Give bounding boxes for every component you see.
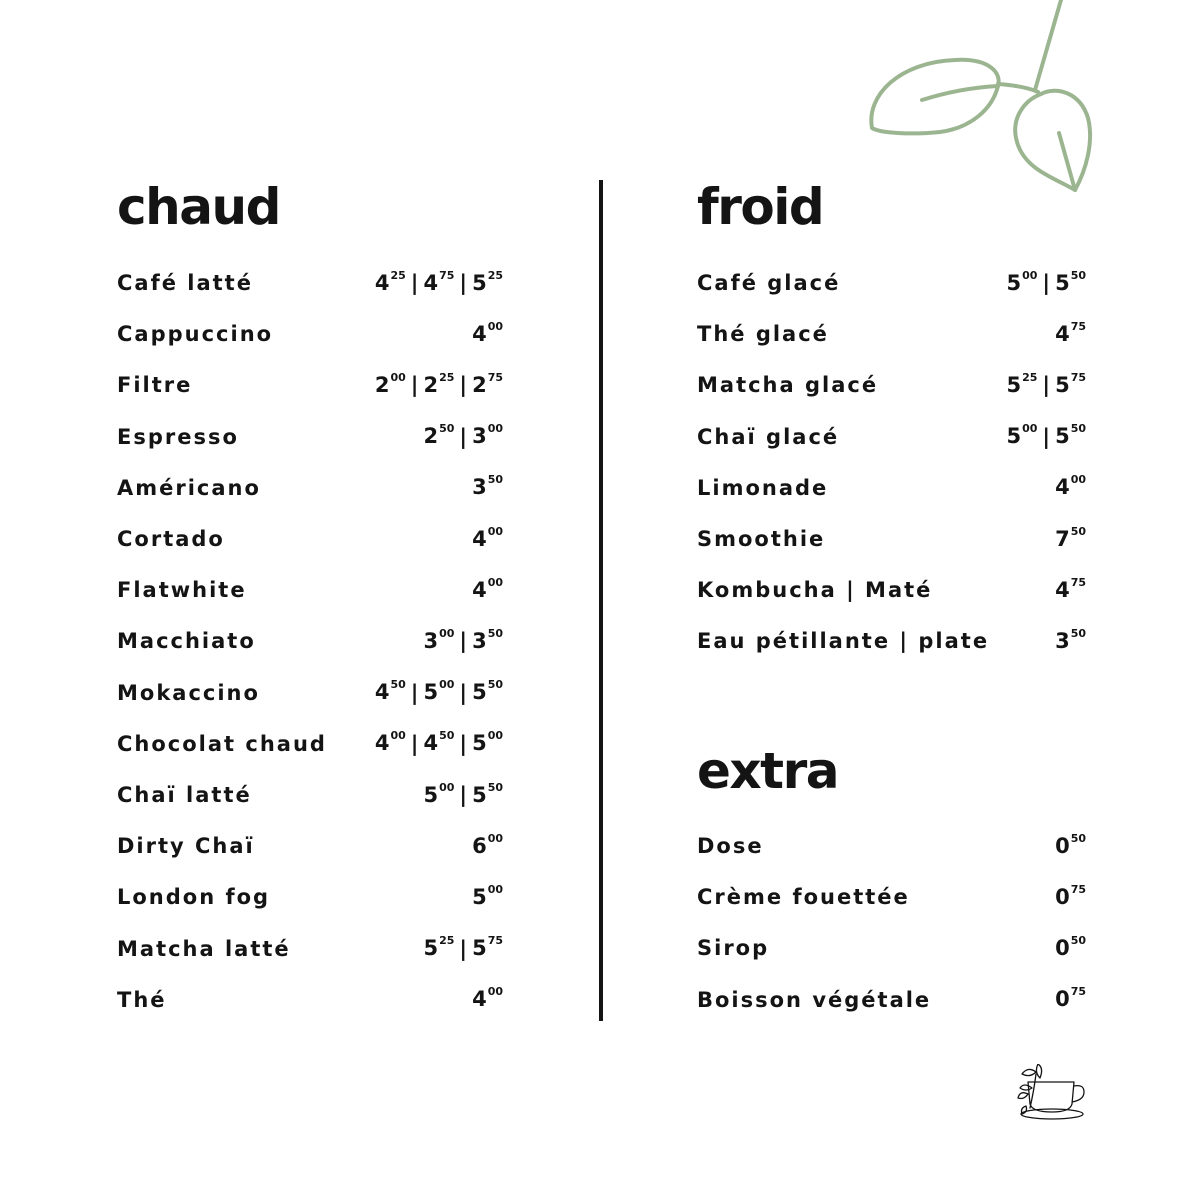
price-separator: |	[459, 424, 468, 449]
menu-item-name: Thé glacé	[697, 322, 829, 347]
menu-item-name: Américano	[117, 475, 261, 500]
menu-item-price	[423, 780, 503, 807]
menu-item-name: Chaï glacé	[697, 424, 840, 449]
price-value: 4 50	[423, 729, 455, 756]
price-value: 5 75	[1055, 370, 1086, 397]
price-value: 4 00	[472, 985, 503, 1012]
price-value: 2 75	[472, 370, 503, 397]
menu-item-name: Thé	[117, 987, 167, 1012]
menu-item	[697, 933, 1086, 963]
price-separator: |	[410, 373, 419, 398]
price-separator: |	[410, 271, 419, 295]
menu-item	[117, 473, 503, 503]
menu-item-name: Flatwhite	[117, 578, 247, 603]
price-value: 6 00	[472, 831, 503, 858]
menu-item	[117, 882, 503, 912]
price-value: 3 50	[472, 626, 503, 653]
price-value: 5 25	[472, 268, 503, 295]
menu-item-price	[472, 319, 503, 346]
price-value: 5 25	[423, 934, 455, 961]
menu-item	[117, 780, 503, 810]
menu-item-price	[423, 422, 503, 449]
section-title-chaud: chaud	[117, 178, 280, 236]
menu-item-name: Crème fouettée	[697, 885, 910, 910]
menu-item	[697, 985, 1086, 1015]
menu-item	[117, 370, 503, 400]
price-value: 0 50	[1055, 831, 1086, 858]
menu-item-name: Espresso	[117, 424, 239, 449]
menu-item	[117, 729, 503, 759]
menu-item-price	[1055, 524, 1086, 551]
menu-item	[697, 575, 1086, 605]
price-value: 0 75	[1055, 985, 1086, 1012]
menu-item	[117, 524, 503, 554]
price-value: 4 75	[423, 268, 455, 295]
price-value: 3 50	[1055, 626, 1086, 653]
menu-item-price	[1006, 422, 1086, 449]
price-separator: |	[459, 680, 468, 705]
menu-item-name: Sirop	[697, 936, 770, 961]
price-value: 4 75	[1055, 319, 1086, 346]
menu-item-price	[1055, 319, 1086, 346]
menu-item-price	[472, 575, 503, 602]
menu-item-price	[423, 934, 503, 961]
menu-item-price	[472, 524, 503, 551]
menu-item	[697, 268, 1086, 298]
price-value: 4 00	[472, 524, 503, 551]
menu-item-price	[1055, 473, 1086, 500]
price-separator: |	[410, 680, 419, 705]
menu-item-name: Mokaccino	[117, 680, 260, 705]
price-separator: |	[459, 783, 468, 807]
price-value: 5 00	[472, 729, 503, 756]
price-value: 5 50	[472, 780, 503, 807]
menu-item	[117, 268, 503, 298]
menu-item-name: Cortado	[117, 527, 225, 551]
price-value: 2 50	[423, 422, 455, 449]
menu-item-price	[1055, 985, 1086, 1012]
price-value: 5 50	[472, 678, 503, 705]
price-value: 2 00	[374, 370, 406, 397]
menu-item-name: Chocolat chaud	[117, 731, 327, 756]
menu-item-name: Cappuccino	[117, 322, 274, 347]
menu-item-price	[1055, 882, 1086, 909]
menu-item-name: Smoothie	[697, 527, 826, 551]
price-value: 3 00	[472, 422, 503, 449]
menu-item	[697, 319, 1086, 349]
price-value: 4 00	[1055, 473, 1086, 500]
menu-item-name: Boisson végétale	[697, 987, 932, 1012]
price-value: 0 50	[1055, 933, 1086, 960]
menu-item-name: Matcha glacé	[697, 373, 879, 398]
menu-item-price	[1055, 626, 1086, 653]
price-value: 3 50	[472, 473, 503, 500]
price-separator: |	[1042, 424, 1051, 449]
leaf-branch-icon	[860, 0, 1100, 200]
price-value: 4 00	[472, 575, 503, 602]
menu-item	[117, 319, 503, 349]
column-divider	[599, 180, 603, 1021]
price-value: 4 00	[374, 729, 406, 756]
menu-item-name: Matcha latté	[117, 936, 291, 961]
price-value: 2 25	[423, 370, 455, 397]
section-title-extra: extra	[697, 742, 838, 800]
menu-item	[697, 831, 1086, 861]
price-value: 3 00	[423, 626, 455, 653]
price-separator: |	[1042, 271, 1051, 295]
price-separator: |	[459, 373, 468, 398]
menu-item	[697, 626, 1086, 656]
menu-item-name: Limonade	[697, 475, 829, 500]
menu-item	[117, 985, 503, 1015]
menu-item-name: Eau pétillante | plate	[697, 629, 990, 654]
price-value: 5 25	[1006, 370, 1038, 397]
price-value: 7 50	[1055, 524, 1086, 551]
menu-item-price	[374, 268, 503, 295]
menu-item-price	[472, 985, 503, 1012]
menu-item-price	[1055, 575, 1086, 602]
menu-item	[117, 422, 503, 452]
menu-item	[697, 882, 1086, 912]
section-title-froid: froid	[697, 178, 824, 236]
price-separator: |	[459, 731, 468, 756]
price-value: 5 00	[1006, 422, 1038, 449]
price-separator: |	[459, 271, 468, 295]
price-separator: |	[459, 936, 468, 961]
price-separator: |	[459, 629, 468, 654]
menu-item-price	[1006, 370, 1086, 398]
menu-item-name: Filtre	[117, 373, 193, 398]
menu-item-name: Dose	[697, 834, 764, 858]
price-value: 4 00	[472, 319, 503, 346]
price-value: 5 75	[472, 934, 503, 961]
menu-item-price	[1055, 831, 1086, 858]
price-value: 5 00	[472, 882, 503, 909]
menu-item	[117, 626, 503, 656]
menu-item-price	[472, 473, 503, 500]
menu-item-name: Kombucha | Maté	[697, 578, 933, 603]
price-value: 5 00	[1006, 268, 1038, 295]
coffee-cup-icon	[1014, 1064, 1090, 1124]
price-value: 4 25	[374, 268, 406, 295]
price-value: 4 50	[374, 678, 406, 705]
menu-item	[697, 370, 1086, 400]
menu-item	[117, 678, 503, 708]
price-value: 5 50	[1055, 268, 1086, 295]
price-value: 5 00	[423, 678, 455, 705]
menu-item	[117, 934, 503, 964]
menu-item	[697, 422, 1086, 452]
menu-item-price	[374, 678, 503, 705]
menu-item-price	[423, 626, 503, 654]
menu-item-price	[472, 831, 503, 858]
menu-item-name: Chaï latté	[117, 783, 252, 807]
price-separator: |	[1042, 373, 1051, 398]
menu-item	[697, 524, 1086, 554]
menu-item-name: Café latté	[117, 271, 253, 295]
menu-item	[117, 831, 503, 861]
menu-item-price	[1006, 268, 1086, 295]
menu-item-name: Macchiato	[117, 629, 256, 654]
price-value: 5 50	[1055, 422, 1086, 449]
price-value: 0 75	[1055, 882, 1086, 909]
menu-item-name: Dirty Chaï	[117, 834, 255, 859]
price-value: 4 75	[1055, 575, 1086, 602]
menu-item	[117, 575, 503, 605]
price-value: 5 00	[423, 780, 455, 807]
menu-item-name: Café glacé	[697, 271, 841, 295]
menu-item-price	[374, 370, 503, 398]
menu-item-name: London fog	[117, 885, 271, 910]
menu-item-price	[472, 882, 503, 909]
menu-item-price	[374, 729, 503, 756]
menu-item	[697, 473, 1086, 503]
price-separator: |	[410, 731, 419, 756]
menu-item-price	[1055, 933, 1086, 960]
